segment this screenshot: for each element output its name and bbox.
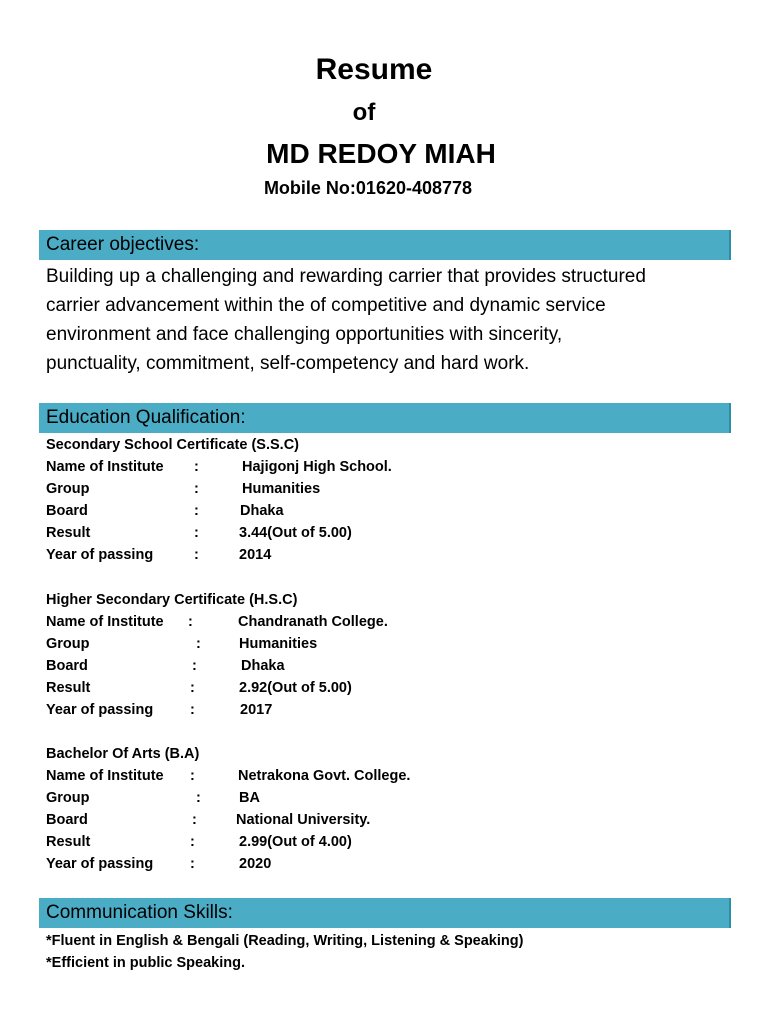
ssc-title: Secondary School Certificate (S.S.C) (46, 437, 300, 453)
skill-item: *Fluent in English & Bengali (Reading, Writing, Listening & Speaking) (46, 933, 524, 949)
education-section-bar (39, 403, 731, 433)
row-value: Netrakona Govt. College. (238, 768, 411, 784)
row-value: Dhaka (241, 658, 285, 674)
ssc-row-year (46, 544, 746, 566)
row-label: Year of passing (46, 547, 154, 563)
row-label: Board (46, 812, 88, 828)
row-label: Name of Institute (46, 614, 164, 630)
row-value: 2.92(Out of 5.00) (239, 680, 352, 696)
communication-section-bar (39, 898, 731, 928)
education-heading: Education Qualification: (46, 407, 246, 428)
ssc-block (46, 434, 746, 566)
objective-line: environment and face challenging opportunities with sincerity, (46, 324, 563, 345)
skill-item: *Efficient in public Speaking. (46, 955, 245, 971)
row-colon: : (194, 525, 199, 541)
career-heading: Career objectives: (46, 234, 200, 255)
hsc-row-board (46, 655, 746, 677)
row-value: 2020 (239, 856, 272, 872)
mobile-number: Mobile No:01620-408778 (263, 178, 473, 198)
objective-line: carrier advancement within the of competitive and dynamic service (46, 295, 606, 316)
row-value: Chandranath College. (238, 614, 388, 630)
career-section-bar (39, 230, 731, 260)
row-label: Year of passing (46, 856, 154, 872)
row-label: Result (46, 680, 91, 696)
resume-title: Resume (315, 53, 433, 86)
row-label: Board (46, 503, 88, 519)
ba-block (46, 743, 746, 875)
ba-row-institute (46, 765, 746, 787)
hsc-block (46, 589, 746, 721)
row-label: Group (46, 790, 90, 806)
row-label: Group (46, 636, 90, 652)
hsc-row-institute (46, 611, 746, 633)
row-value: Hajigonj High School. (242, 459, 392, 475)
row-colon: : (190, 768, 195, 784)
ba-row-board (46, 809, 746, 831)
objective-line: punctuality, commitment, self-competency and hard work. (46, 353, 530, 374)
communication-heading: Communication Skills: (46, 902, 233, 923)
row-colon: : (192, 658, 197, 674)
row-colon: : (196, 636, 201, 652)
row-label: Result (46, 525, 91, 541)
candidate-name: MD REDOY MIAH (266, 138, 496, 169)
row-colon: : (196, 790, 201, 806)
row-label: Name of Institute (46, 459, 164, 475)
row-label: Name of Institute (46, 768, 164, 784)
row-colon: : (194, 481, 199, 497)
career-objective-text (46, 262, 736, 378)
row-label: Group (46, 481, 90, 497)
row-colon: : (190, 702, 195, 718)
row-value: National University. (236, 812, 371, 828)
row-value: BA (239, 790, 260, 806)
resume-of: of (352, 99, 376, 126)
communication-skills-list (46, 930, 746, 974)
row-colon: : (194, 459, 199, 475)
row-colon: : (190, 834, 195, 850)
ssc-row-result (46, 522, 746, 544)
row-value: 2014 (239, 547, 272, 563)
ba-title: Bachelor Of Arts (B.A) (46, 746, 200, 762)
row-colon: : (190, 856, 195, 872)
ssc-row-institute (46, 456, 746, 478)
row-value: 2017 (240, 702, 273, 718)
hsc-row-result (46, 677, 746, 699)
row-colon: : (194, 503, 199, 519)
ba-row-group (46, 787, 746, 809)
row-value: Humanities (242, 481, 321, 497)
row-label: Board (46, 658, 88, 674)
row-colon: : (190, 680, 195, 696)
hsc-title: Higher Secondary Certificate (H.S.C) (46, 592, 298, 608)
ba-row-year (46, 853, 746, 875)
row-label: Year of passing (46, 702, 154, 718)
row-colon: : (192, 812, 197, 828)
objective-line: Building up a challenging and rewarding carrier that provides structured (46, 266, 646, 287)
row-value: Humanities (239, 636, 318, 652)
row-value: 2.99(Out of 4.00) (239, 834, 352, 850)
row-colon: : (188, 614, 193, 630)
hsc-row-group (46, 633, 746, 655)
row-value: 3.44(Out of 5.00) (239, 525, 352, 541)
ssc-row-board (46, 500, 746, 522)
row-colon: : (194, 547, 199, 563)
ba-row-result (46, 831, 746, 853)
ssc-row-group (46, 478, 746, 500)
row-label: Result (46, 834, 91, 850)
row-value: Dhaka (240, 503, 284, 519)
hsc-row-year (46, 699, 746, 721)
